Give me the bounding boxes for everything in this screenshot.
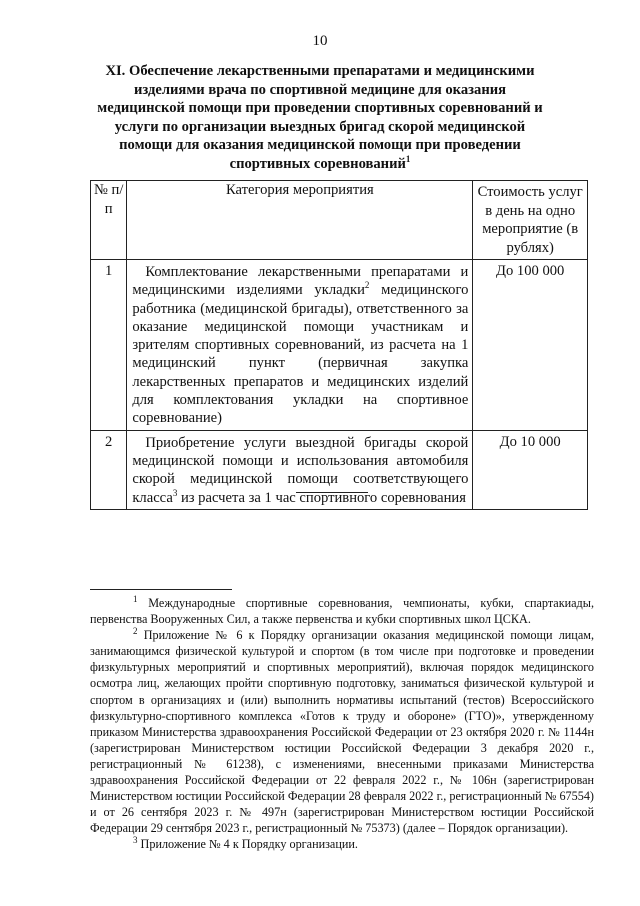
row-cost: До 10 000 [473, 430, 588, 509]
table-header-row [91, 181, 588, 260]
table-row [91, 430, 588, 509]
footnote-text: Приложение № 4 к Порядку организации. [140, 837, 358, 852]
row-category [127, 430, 473, 509]
row-category-text: Приобретение услуги выездной бригады скорой медицинской помощи и использования автомобиля скорой медицинской помощи соответствующего класса [132, 434, 469, 506]
section-title-text: XI. Обеспечение лекарственными препаратами и медицинскими изделиями врача по спортивной медицине для оказания медицинской помощи при проведении спортивных соревнований и услуги по организации выездных бригад скорой медицинской помощи для оказания медицинской помощи при проведении спортивных соревнований [97, 63, 543, 172]
row-category [127, 260, 473, 431]
footnote-text: Приложение № 6 к Порядку организации оказания медицинской помощи лицам, занимающимся физической культурой и спортом (в том числе при подготовке и проведении физкультурных мероприятий и спортивных мероприятий), включая порядок медицинского осмотра лиц, желающих пройти спортивную подготовку, заниматься физической культурой и спортом в организациях и (или) выполнить нормативы испытаний (тестов) Всероссийского физкультурно-спортивного комплекса «Готов к труду и обороне» (ГТО)», утвержденному приказом Министерства здравоохранения Российской Федерации от 23 октября 2020 г. № 1144н (зарегистрирован Министерством юстиции Российской Федерации 3 декабря 2020 г., регистрационный № 61238), с изменениями, внесенными приказами Министерства здравоохранения Российской Федерации от 22 февраля 2022 г., № 106н (зарегистрирован Министерством юстиции Российской Федерации 28 февраля 2022 г., регистрационный № 67554) и от 26 сентября 2023 г. № 497н (зарегистрирован Министерством юстиции Российской Федерации 29 сентября 2023 г., регистрационный № 75373) (далее – Порядок организации). [90, 628, 594, 836]
row-category-text-cont: из расчета за 1 час спортивного соревнования [177, 489, 466, 506]
row-footnote-mark: 3 [172, 487, 178, 498]
table-row [91, 260, 588, 431]
title-footnote-mark: 1 [405, 154, 411, 165]
footnote-item [90, 595, 594, 627]
section-title [90, 62, 550, 174]
row-footnote-mark: 2 [364, 280, 370, 291]
footnote-item [90, 836, 594, 852]
cost-table [90, 180, 588, 510]
row-cost: До 100 000 [473, 260, 588, 431]
footnote-text: Международные спортивные соревнования, чемпионаты, кубки, спартакиады, первенства Вооруженных Сил, а также первенства и кубки спортивных школ ЦСКА. [90, 596, 594, 627]
footnotes [90, 595, 594, 853]
footnote-mark: 1 [133, 593, 138, 604]
page-number: 10 [312, 33, 328, 49]
row-number: 1 [91, 260, 127, 431]
footnote-divider [90, 589, 232, 590]
row-category-text: Комплектование лекарственными препаратами и медицинскими изделиями укладки [132, 264, 469, 299]
header-category: Категория мероприятия [127, 181, 473, 260]
header-number: № п/п [91, 181, 127, 260]
section-separator-line [296, 492, 368, 493]
footnote-mark: 2 [133, 626, 138, 637]
footnote-mark: 3 [133, 835, 138, 846]
row-number: 2 [91, 430, 127, 509]
footnote-item [90, 627, 594, 836]
header-cost: Стоимость услуг в день на одно мероприятие (в рублях) [473, 181, 588, 260]
row-category-text-cont: медицинского работника (медицинской бригады), ответственного за оказание медицинской помощи участникам и зрителям спортивных соревнований, из расчета на 1 медицинский пункт (первичная закупка лекарственных препаратов и медицинских изделий для комплектования укладки на спортивное соревнование) [132, 282, 469, 427]
